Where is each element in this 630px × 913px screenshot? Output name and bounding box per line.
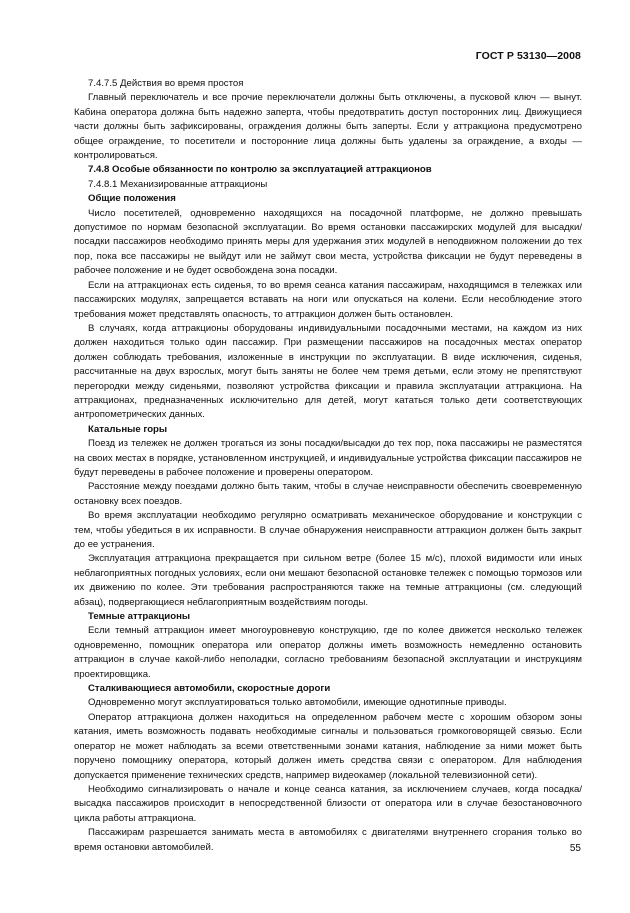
paragraph: Поезд из тележек не должен трогаться из зоны посадки/высадки до тех пор, пока пассажиры не разместятся на своих местах в порядке, установленном инструкцией, и индивидуальные устройства фиксации пассажиров не будут переведены в рабочее положение и проверены оператором. bbox=[74, 438, 582, 478]
subheading-general: Общие положения bbox=[88, 193, 176, 205]
section-title-7-4-8-1: 7.4.8.1 Механизированные аттракционы bbox=[88, 178, 268, 190]
paragraph: Пассажирам разрешается занимать места в автомобилях с двигателями внутреннего сгорания только во время остановки автомобилей. bbox=[74, 827, 582, 853]
page-body bbox=[74, 77, 582, 855]
paragraph: Во время эксплуатации необходимо регулярно осматривать механическое оборудование и конструкции с тем, чтобы убедиться в их исправности. В случае обнаружения неисправности аттракцион должен быть закрыт до ее устранения. bbox=[74, 510, 582, 550]
section-title-7-4-7-5: 7.4.7.5 Действия во время простоя bbox=[88, 78, 244, 89]
paragraph: Если темный аттракцион имеет многоуровневую конструкцию, где по колее движется несколько тележек одновременно, помощник оператора или оператор должны иметь возможность немедленно остановить аттракцион в случае какой-либо неполадки, согласно требованиям безопасной эксплуатации и инструкциям проектировщика. bbox=[74, 625, 582, 680]
page-number: 55 bbox=[569, 843, 581, 854]
subheading-roller-coasters: Катальные горы bbox=[88, 423, 168, 435]
paragraph: Число посетителей, одновременно находящихся на посадочной платформе, не должно превышать допустимое по нормам безопасной эксплуатации. Во время остановки пассажирских модулей для высадки/посадки пассажиров необходимо принять меры для удержания этих модулей в неподвижном положении до тех пор, пока все пассажиры не выйдут или не займут свои места, устройства фиксации не будут переведены в рабочее положение и не будет освобождена зона посадки. bbox=[74, 207, 582, 277]
paragraph: Главный переключатель и все прочие переключатели должны быть отключены, а пусковой ключ — вынут. Кабина оператора должна быть надежно заперта, чтобы предотвратить доступ посторонних лиц. Движущиеся части должны быть зафиксированы, ограждения должны быть заперты. Если у аттракциона предусмотрено общее ограждение, то посетители и посторонние лица должны быть удалены за ограждение, а входы — контролироваться. bbox=[74, 92, 582, 162]
document-id: ГОСТ Р 53130—2008 bbox=[475, 50, 581, 62]
paragraph: Одновременно могут эксплуатироваться только автомобили, имеющие однотипные приводы. bbox=[88, 697, 507, 709]
section-heading-7-4-8: 7.4.8 Особые обязанности по контролю за эксплуатацией аттракционов bbox=[88, 164, 432, 176]
subheading-dark-rides: Темные аттракционы bbox=[88, 611, 191, 623]
paragraph: Эксплуатация аттракциона прекращается при сильном ветре (более 15 м/с), плохой видимости или иных неблагоприятных погодных условиях, если они мешают безопасной остановке тележек с помощью тормозов или их движению по колее. Эти требования распространяются также на темные аттракционы (см. следующий абзац), подвергающиеся неблагоприятным воздействиям погоды. bbox=[74, 553, 582, 608]
subheading-bumper-cars: Сталкивающиеся автомобили, скоростные дороги bbox=[88, 683, 331, 695]
paragraph: Расстояние между поездами должно быть таким, чтобы в случае неисправности обеспечить своевременную остановку всех поездов. bbox=[74, 481, 582, 507]
paragraph: Необходимо сигнализировать о начале и конце сеанса катания, за исключением случаев, когда посадка/высадка пассажиров происходит в непосредственной близости от оператора или в случае безостановочного цикла работы аттракциона. bbox=[74, 783, 582, 824]
paragraph: В случаях, когда аттракционы оборудованы индивидуальными посадочными местами, на каждом из них должен находиться только один пассажир. При размещении пассажиров на посадочных местах оператор должен соблюдать требования, изложенные в инструкции по эксплуатации. В виде исключения, сиденья, рассчитанные на двух взрослых, могут быть заняты не более чем тремя детьми, если этому не препятствуют перегородки между сиденьями, позволяют устройства фиксации и правила эксплуатации аттракциона. На аттракционах, предназначенных исключительно для детей, могут кататься только дети соответствующих антропометрических данных. bbox=[74, 322, 582, 421]
paragraph: Если на аттракционах есть сиденья, то во время сеанса катания пассажирам, находящимся в тележках или пассажирских модулях, запрещается вставать на ноги или опускаться на колени. Если несоблюдение этого требования может представлять опасность, то аттракцион должен быть остановлен. bbox=[74, 279, 582, 320]
paragraph: Оператор аттракциона должен находиться на определенном рабочем месте с хорошим обзором зоны катания, иметь возможность подавать необходимые сигналы и пользоваться громкоговорящей связью. Если оператор не может наблюдать за всеми ответственными зонами катания, наблюдение за ними может быть поручено помощнику оператора, который должен иметь средства связи с оператором. Для наблюдения допускается применение технических средств, например видеокамер (локальной телевизионной сети). bbox=[74, 711, 582, 781]
